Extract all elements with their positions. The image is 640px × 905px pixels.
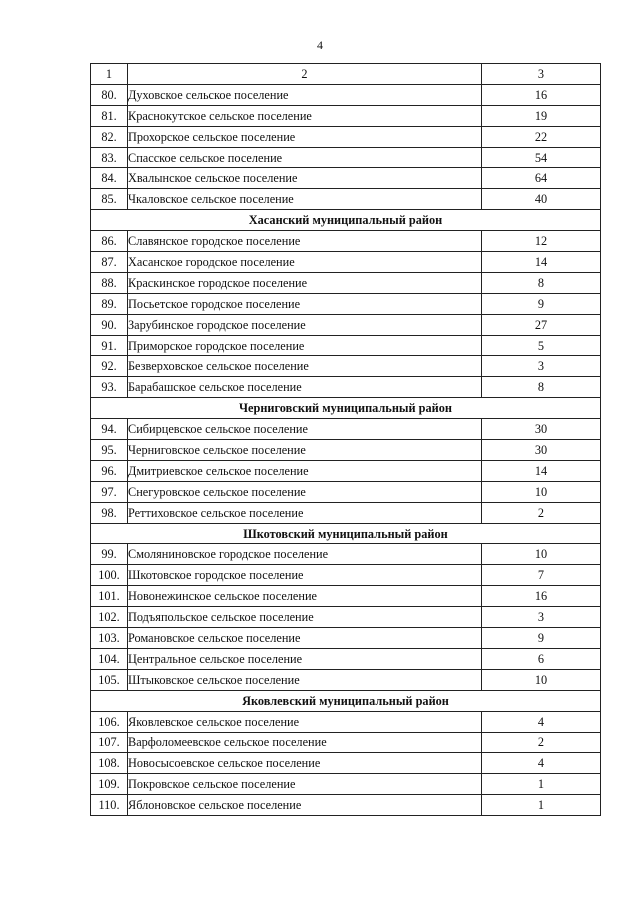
settlement-value: 3 [482, 607, 601, 628]
settlement-value: 10 [482, 481, 601, 502]
settlement-name: Шкотовское городское поселение [128, 565, 482, 586]
row-number: 93. [91, 377, 128, 398]
table-row [91, 586, 601, 607]
table-row [91, 314, 601, 335]
settlement-value: 8 [482, 377, 601, 398]
row-number: 102. [91, 607, 128, 628]
settlement-name: Штыковское сельское поселение [128, 669, 482, 690]
settlement-name: Чкаловское сельское поселение [128, 189, 482, 210]
row-number: 96. [91, 460, 128, 481]
table-row [91, 607, 601, 628]
settlement-name: Духовское сельское поселение [128, 84, 482, 105]
table-row [91, 502, 601, 523]
row-number: 103. [91, 628, 128, 649]
settlement-value: 16 [482, 586, 601, 607]
settlement-name: Славянское городское поселение [128, 231, 482, 252]
district-heading: Яковлевский муниципальный район [91, 690, 601, 711]
settlement-name: Реттиховское сельское поселение [128, 502, 482, 523]
header-row [91, 64, 601, 85]
table-row [91, 419, 601, 440]
header-cell-value: 3 [482, 64, 601, 85]
settlement-name: Новосысоевское сельское поселение [128, 753, 482, 774]
settlement-name: Приморское городское поселение [128, 335, 482, 356]
row-number: 98. [91, 502, 128, 523]
settlement-name: Посьетское городское поселение [128, 293, 482, 314]
row-number: 104. [91, 648, 128, 669]
settlement-name: Прохорское сельское поселение [128, 126, 482, 147]
settlement-name: Снегуровское сельское поселение [128, 481, 482, 502]
table-row [91, 481, 601, 502]
settlement-value: 1 [482, 774, 601, 795]
settlement-value: 9 [482, 293, 601, 314]
settlement-value: 1 [482, 795, 601, 816]
table-row [91, 252, 601, 273]
row-number: 90. [91, 314, 128, 335]
table-row [91, 293, 601, 314]
settlement-name: Романовское сельское поселение [128, 628, 482, 649]
table-row [91, 795, 601, 816]
settlement-value: 4 [482, 753, 601, 774]
row-number: 82. [91, 126, 128, 147]
table-row [91, 711, 601, 732]
table-row [91, 356, 601, 377]
row-number: 100. [91, 565, 128, 586]
table-row [91, 84, 601, 105]
table-row [91, 565, 601, 586]
table-row [91, 648, 601, 669]
row-number: 97. [91, 481, 128, 502]
table-body [91, 64, 601, 816]
district-heading-row [91, 690, 601, 711]
settlement-value: 64 [482, 168, 601, 189]
settlement-name: Яковлевское сельское поселение [128, 711, 482, 732]
settlement-value: 5 [482, 335, 601, 356]
table-row [91, 460, 601, 481]
settlement-value: 54 [482, 147, 601, 168]
settlement-name: Варфоломеевское сельское поселение [128, 732, 482, 753]
settlement-value: 27 [482, 314, 601, 335]
settlement-value: 10 [482, 544, 601, 565]
settlement-value: 40 [482, 189, 601, 210]
table-row [91, 105, 601, 126]
row-number: 95. [91, 440, 128, 461]
settlement-value: 6 [482, 648, 601, 669]
settlement-name: Хвалынское сельское поселение [128, 168, 482, 189]
table-row [91, 732, 601, 753]
table-row [91, 189, 601, 210]
settlement-name: Зарубинское городское поселение [128, 314, 482, 335]
settlements-table [90, 63, 601, 816]
district-heading-row [91, 398, 601, 419]
row-number: 80. [91, 84, 128, 105]
settlement-name: Барабашское сельское поселение [128, 377, 482, 398]
settlement-name: Подъяпольское сельское поселение [128, 607, 482, 628]
row-number: 101. [91, 586, 128, 607]
table-row [91, 168, 601, 189]
row-number: 91. [91, 335, 128, 356]
settlement-name: Смоляниновское городское поселение [128, 544, 482, 565]
table-row [91, 753, 601, 774]
header-cell-number: 1 [91, 64, 128, 85]
row-number: 94. [91, 419, 128, 440]
settlement-value: 30 [482, 419, 601, 440]
row-number: 109. [91, 774, 128, 795]
settlement-value: 30 [482, 440, 601, 461]
settlement-value: 22 [482, 126, 601, 147]
row-number: 86. [91, 231, 128, 252]
table-row [91, 440, 601, 461]
table-row [91, 147, 601, 168]
district-heading-row [91, 210, 601, 231]
district-heading-row [91, 523, 601, 544]
row-number: 83. [91, 147, 128, 168]
settlement-name: Хасанское городское поселение [128, 252, 482, 273]
table-row [91, 126, 601, 147]
district-heading: Хасанский муниципальный район [91, 210, 601, 231]
settlement-name: Черниговское сельское поселение [128, 440, 482, 461]
table-row [91, 231, 601, 252]
district-heading: Черниговский муниципальный район [91, 398, 601, 419]
settlement-value: 2 [482, 732, 601, 753]
settlement-value: 2 [482, 502, 601, 523]
settlement-value: 19 [482, 105, 601, 126]
settlement-name: Краскинское городское поселение [128, 272, 482, 293]
settlement-name: Сибирцевское сельское поселение [128, 419, 482, 440]
row-number: 81. [91, 105, 128, 126]
page-number: 4 [317, 38, 323, 52]
settlement-name: Центральное сельское поселение [128, 648, 482, 669]
table-row [91, 377, 601, 398]
table-row [91, 544, 601, 565]
settlement-name: Дмитриевское сельское поселение [128, 460, 482, 481]
table-row [91, 272, 601, 293]
row-number: 89. [91, 293, 128, 314]
settlement-value: 12 [482, 231, 601, 252]
settlement-name: Безверховское сельское поселение [128, 356, 482, 377]
settlement-name: Спасское сельское поселение [128, 147, 482, 168]
row-number: 110. [91, 795, 128, 816]
row-number: 99. [91, 544, 128, 565]
row-number: 108. [91, 753, 128, 774]
settlement-value: 3 [482, 356, 601, 377]
settlement-value: 14 [482, 252, 601, 273]
row-number: 105. [91, 669, 128, 690]
row-number: 107. [91, 732, 128, 753]
settlement-value: 7 [482, 565, 601, 586]
district-heading: Шкотовский муниципальный район [91, 523, 601, 544]
settlement-name: Покровское сельское поселение [128, 774, 482, 795]
settlement-value: 14 [482, 460, 601, 481]
settlement-value: 9 [482, 628, 601, 649]
settlement-name: Краснокутское сельское поселение [128, 105, 482, 126]
row-number: 87. [91, 252, 128, 273]
table-row [91, 774, 601, 795]
table-row [91, 669, 601, 690]
row-number: 84. [91, 168, 128, 189]
header-cell-name: 2 [128, 64, 482, 85]
settlement-name: Новонежинское сельское поселение [128, 586, 482, 607]
settlement-value: 10 [482, 669, 601, 690]
row-number: 88. [91, 272, 128, 293]
table-row [91, 335, 601, 356]
table-row [91, 628, 601, 649]
row-number: 92. [91, 356, 128, 377]
settlement-value: 8 [482, 272, 601, 293]
settlement-value: 4 [482, 711, 601, 732]
settlement-name: Яблоновское сельское поселение [128, 795, 482, 816]
settlement-value: 16 [482, 84, 601, 105]
row-number: 106. [91, 711, 128, 732]
row-number: 85. [91, 189, 128, 210]
